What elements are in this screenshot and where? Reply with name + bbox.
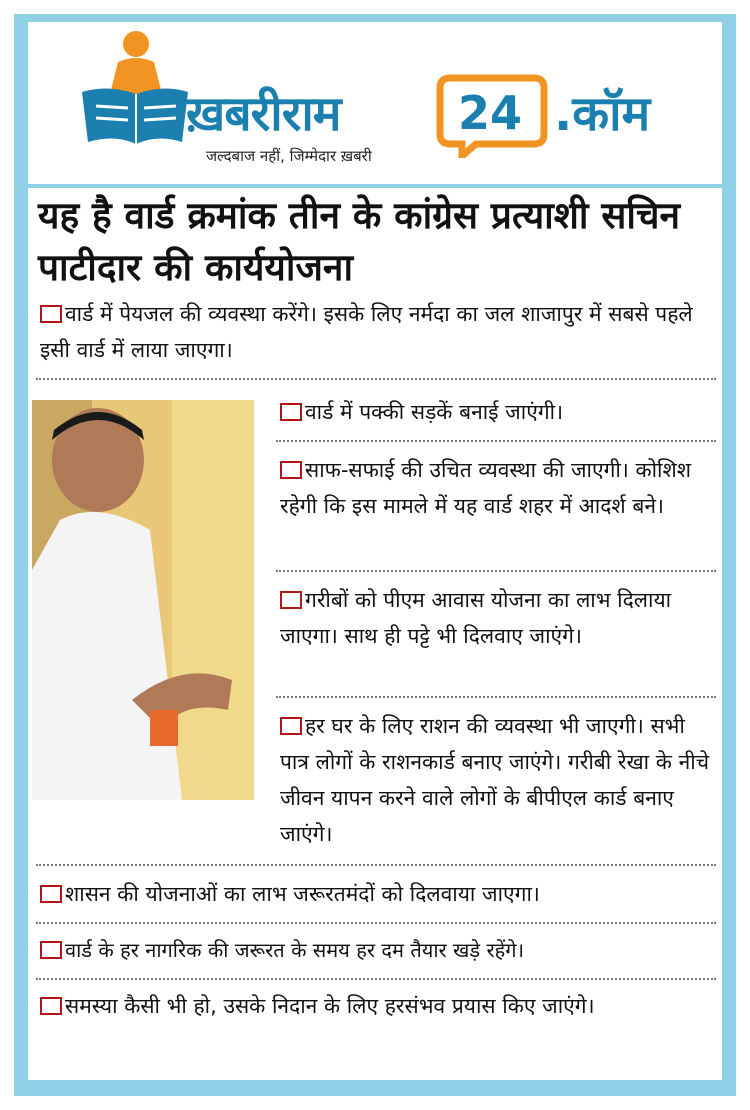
brand-number: 24 [458, 86, 523, 140]
checkbox-bullet-icon [280, 591, 302, 609]
list-item: साफ-सफाई की उचित व्यवस्था की जाएगी। कोशिश रहेगी कि इस मामले में यह वार्ड शहर में आदर्श बने। [280, 458, 692, 518]
checkbox-bullet-icon [40, 941, 62, 959]
checkbox-bullet-icon [40, 305, 62, 323]
checkbox-bullet-icon [40, 885, 62, 903]
list-item: शासन की योजनाओं का लाभ जरूरतमंदों को दिलवाया जाएगा। [40, 876, 716, 912]
masthead [28, 22, 722, 184]
divider [36, 922, 716, 924]
person-reading-newspaper-icon [78, 28, 190, 146]
article [28, 188, 722, 1080]
list-item: वार्ड में पक्की सड़कें बनाई जाएंगी। [280, 394, 720, 430]
list-item: वार्ड में पेयजल की व्यवस्था करेंगे। इसके लिए नर्मदा का जल शाजापुर में सबसे पहले इसी वार्ड में लाया जाएगा। [40, 302, 693, 362]
checkbox-bullet-icon [280, 461, 302, 479]
brand-name: ख़बरीराम [186, 86, 341, 142]
divider [276, 440, 716, 442]
candidate-photo [32, 400, 254, 800]
list-item: हर घर के लिए राशन की व्यवस्था भी जाएगी। सभी पात्र लोगों के राशनकार्ड बनाए जाएंगे। गरीबी रेखा के नीचे जीवन यापन करने वाले लोगों के बीपीएल कार्ड बनाए जाएंगे। [280, 714, 710, 846]
divider [276, 696, 716, 698]
tagline: जल्दबाज नहीं, जिम्मेदार ख़बरी [206, 147, 372, 165]
divider [36, 378, 716, 380]
brand-suffix: .कॉम [554, 86, 651, 142]
headline: यह है वार्ड क्रमांक तीन के कांग्रेस प्रत्याशी सचिन पाटीदार की कार्ययोजना [38, 194, 680, 289]
divider [36, 978, 716, 980]
divider [36, 864, 716, 866]
checkbox-bullet-icon [40, 997, 62, 1015]
checkbox-bullet-icon [280, 403, 302, 421]
checkbox-bullet-icon [280, 717, 302, 735]
divider [276, 570, 716, 572]
list-item: समस्या कैसी भी हो, उसके निदान के लिए हरसंभव प्रयास किए जाएंगे। [40, 988, 716, 1024]
list-item: वार्ड के हर नागरिक की जरूरत के समय हर दम तैयार खड़े रहेंगे। [40, 932, 720, 968]
list-item: गरीबों को पीएम आवास योजना का लाभ दिलाया जाएगा। साथ ही पट्टे भी दिलवाए जाएंगे। [280, 588, 672, 648]
